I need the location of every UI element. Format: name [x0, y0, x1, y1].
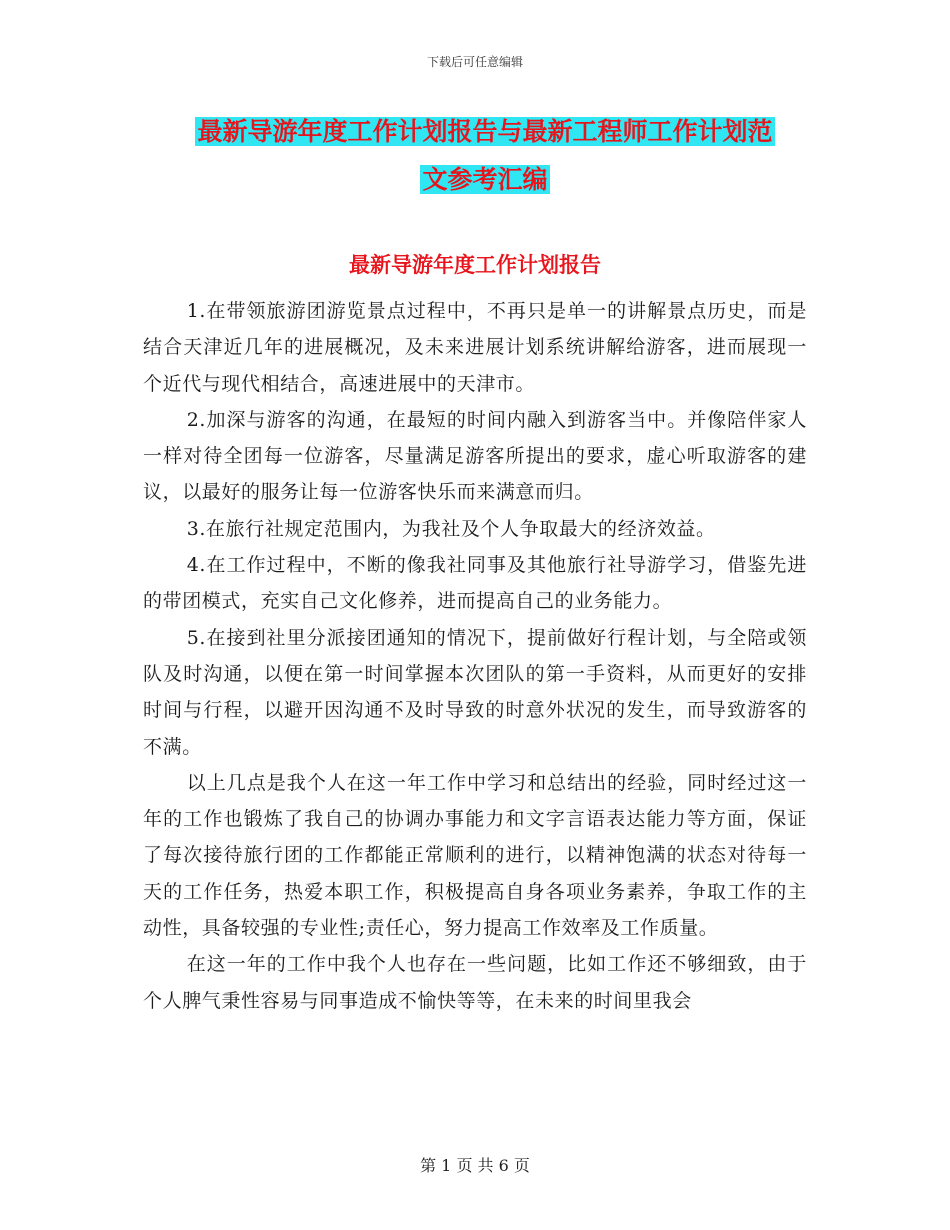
paragraph-4: 4.在工作过程中，不断的像我社同事及其他旅行社导游学习，借鉴先进的带团模式，充实自己文化修养，进而提高自己的业务能力。 [143, 554, 807, 613]
section-title: 最新导游年度工作计划报告 [349, 253, 601, 277]
paragraph-6: 以上几点是我个人在这一年工作中学习和总结出的经验，同时经过这一年的工作也锻炼了我自己的协调办事能力和文字言语表达能力等方面，保证了每次接待旅行团的工作都能正常顺利的进行，以精神饱满的状态对待每一天的工作任务，热爱本职工作，积极提高自身各项业务素养，争取工作的主动性，具备较强的专业性;责任心，努力提高工作效率及工作质量。 [143, 771, 807, 940]
page-footer: 第 1 页 共 6 页 [420, 1156, 530, 1175]
paragraph-7: 在这一年的工作中我个人也存在一些问题，比如工作还不够细致，由于个人脾气秉性容易与同事造成不愉快等等，在未来的时间里我会 [143, 953, 807, 1012]
document-body [143, 293, 807, 1019]
header-note: 下载后可任意编辑 [426, 55, 523, 69]
paragraph-2: 2.加深与游客的沟通，在最短的时间内融入到游客当中。并像陪伴家人一样对待全团每一位游客，尽量满足游客所提出的要求，虚心听取游客的建议，以最好的服务让每一位游客快乐而来满意而归。 [143, 408, 807, 504]
document-title [145, 108, 825, 204]
document-title-line-2: 文参考汇编 [422, 165, 548, 194]
paragraph-1: 1.在带领旅游团游览景点过程中，不再只是单一的讲解景点历史，而是结合天津近几年的进展概况，及未来进展计划系统讲解给游客，进而展现一个近代与现代相结合，高速进展中的天津市。 [143, 300, 807, 395]
paragraph-5: 5.在接到社里分派接团通知的情况下，提前做好行程计划，与全陪或领队及时沟通，以便在第一时间掌握本次团队的第一手资料，从而更好的安排时间与行程，以避开因沟通不及时导致的时意外状况的发生，而导致游客的不满。 [143, 626, 807, 758]
document-title-line-1: 最新导游年度工作计划报告与最新工程师工作计划范 [197, 117, 773, 146]
paragraph-3: 3.在旅行社规定范围内，为我社及个人争取最大的经济效益。 [186, 517, 716, 540]
